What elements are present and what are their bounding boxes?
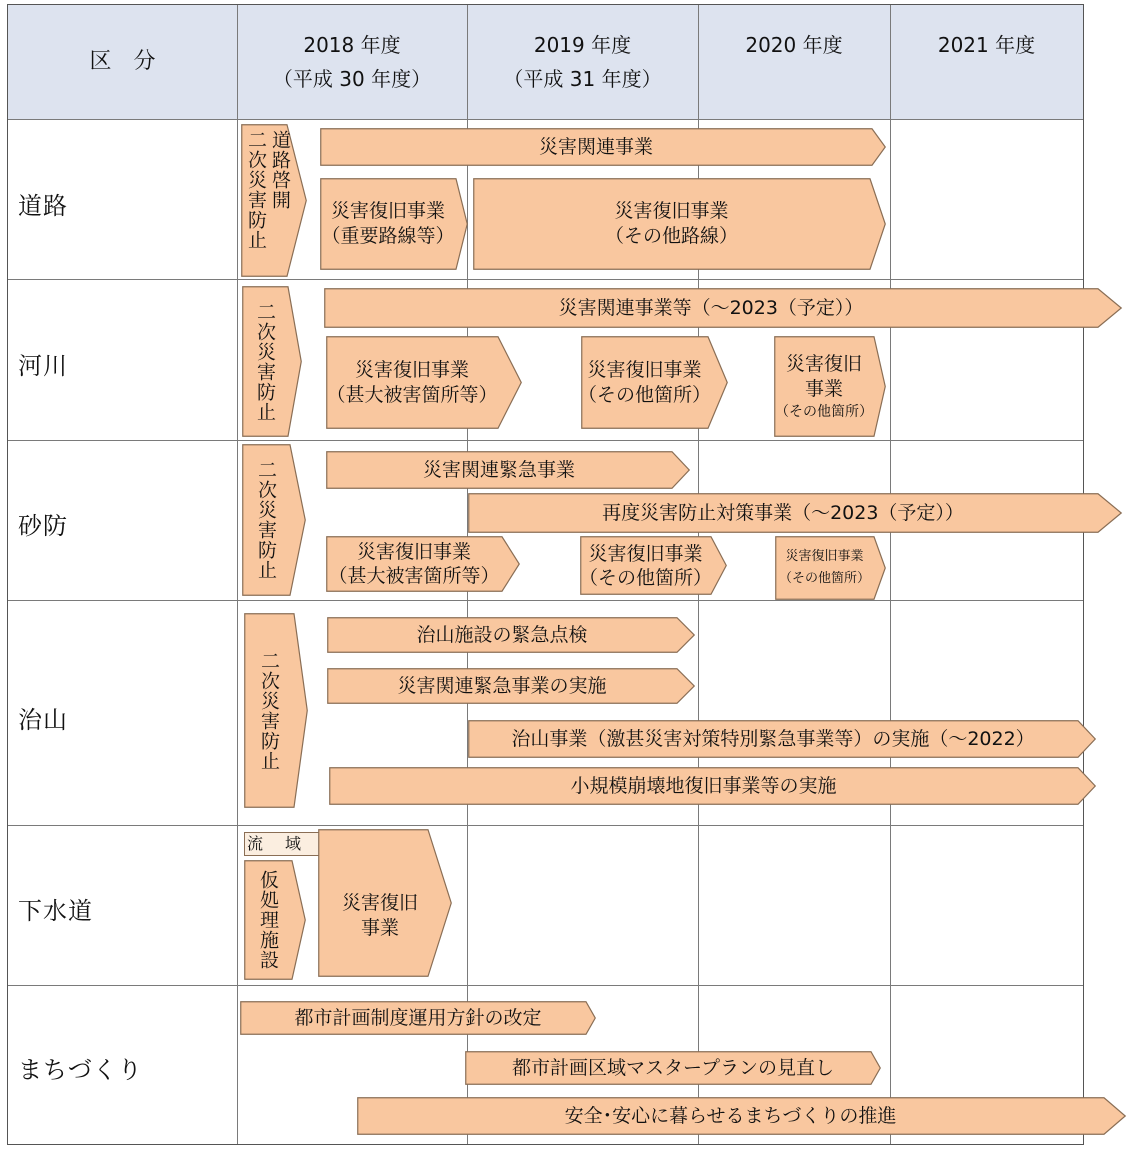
category-town: まちづくり (18, 1056, 143, 1084)
sewer-basin-banner: 流 域 (244, 832, 426, 856)
road-related-arrow: 災害関連事業 (320, 128, 886, 166)
sewer-temporary-arrow: 仮処理施設 (244, 860, 306, 980)
erosion-recurrence-arrow: 再度災害防止対策事業（～2023（予定）） (468, 493, 1122, 533)
erosion-prevention-arrow: 二次災害防止 (242, 444, 306, 596)
category-road: 道路 (18, 192, 68, 220)
river-prevention-arrow: 二次災害防止 (242, 286, 302, 437)
forest-inspection-arrow: 治山施設の緊急点検 (327, 617, 695, 653)
forest-prevention-arrow: 二次災害防止 (244, 613, 308, 808)
town-promotion-arrow: 安全･安心に暮らせるまちづくりの推進 (357, 1097, 1126, 1135)
forest-urgent-arrow: 災害関連緊急事業の実施 (327, 668, 695, 704)
header-year-2020: 2020 年度 (745, 33, 843, 57)
forest-small-arrow: 小規模崩壊地復旧事業等の実施 (329, 767, 1096, 805)
header-year-2019: 2019 年度 （平成 31 年度） (503, 33, 662, 91)
header-year-2021: 2021 年度 (937, 33, 1036, 57)
river-recovery-other-arrow: 災害復旧事業 （その他箇所） (581, 336, 728, 429)
header-year-2018: 2018 年度 （平成 30 年度） (272, 33, 432, 91)
erosion-recovery-other-arrow: 災害復旧事業 （その他箇所） (580, 536, 727, 595)
erosion-urgent-arrow: 災害関連緊急事業 (326, 451, 690, 489)
category-river: 河川 (18, 352, 68, 380)
river-recovery-other-2020-arrow: 災害復旧 事業 （その他箇所） (774, 336, 886, 437)
river-related-arrow: 災害関連事業等（～2023（予定）） (324, 288, 1122, 328)
category-sewer: 下水道 (18, 897, 93, 925)
table-frame (7, 4, 1084, 1145)
river-recovery-severe-arrow: 災害復旧事業 （甚大被害箇所等） (326, 336, 522, 429)
forest-project-arrow: 治山事業（激甚災害対策特別緊急事業等）の実施（～2022） (468, 720, 1096, 758)
sewer-recovery-arrow: 災害復旧 事業 (318, 829, 452, 977)
erosion-recovery-other-2020-arrow: 災害復旧事業 （その他箇所） (775, 536, 886, 600)
erosion-recovery-severe-arrow: 災害復旧事業 （甚大被害箇所等） (326, 536, 520, 592)
category-erosion: 砂防 (18, 512, 68, 540)
road-prevention-arrow: 二次災害防止 道路啓開 (241, 124, 307, 277)
category-forest: 治山 (18, 706, 68, 734)
road-recovery-important-arrow: 災害復旧事業 （重要路線等） (320, 178, 468, 270)
header-category: 区 分 (89, 49, 156, 74)
town-policy-arrow: 都市計画制度運用方針の改定 (240, 1001, 596, 1035)
road-recovery-other-arrow: 災害復旧事業 （その他路線） (473, 178, 886, 270)
town-masterplan-arrow: 都市計画区域マスタープランの見直し (465, 1051, 881, 1085)
